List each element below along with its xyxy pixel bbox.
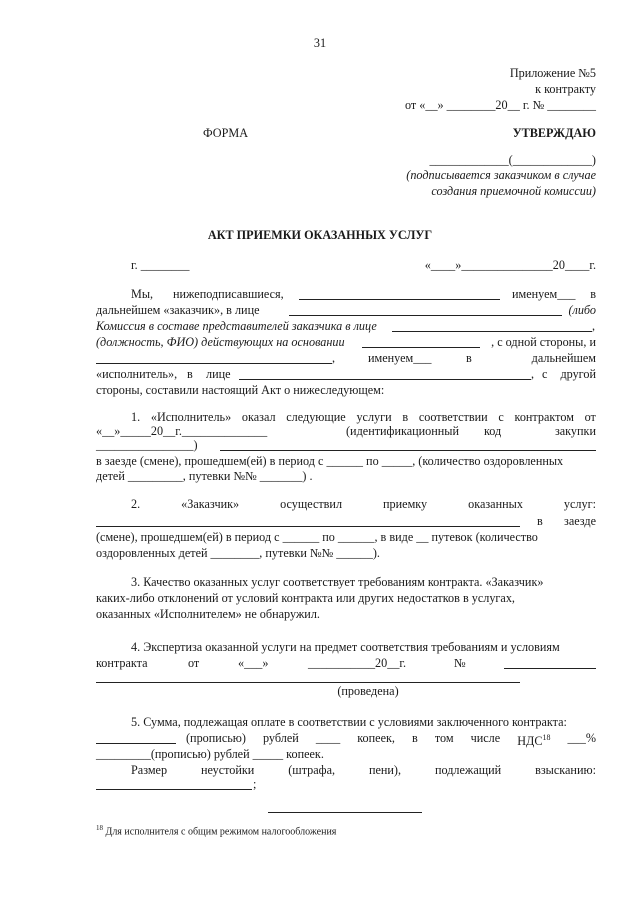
p1-period: в заезде (смене), прошедшем(ей) в период с ______ по _____, (количество оздоровленных [96, 454, 564, 468]
intro-in-2: в [466, 351, 472, 365]
p5-line-2: (прописью) рублей ____ копеек, в том числе НДС$^{18}$ ___% [186, 731, 596, 749]
intro-with: с [542, 367, 548, 381]
p3-line-2: каких-либо отклонений от условий контракта или других недостатков в услугах, [96, 591, 515, 605]
p5-semicolon: ; [253, 777, 257, 791]
blank-line [392, 331, 592, 332]
p1-contract-date: «__»_____20__г.______________ [96, 424, 268, 438]
intro-person: лице [206, 367, 231, 381]
p4-number-sign: № [454, 656, 466, 670]
intro-in: в [590, 287, 596, 301]
blank-line [96, 682, 520, 683]
intro-undersigned: нижеподписавшиеся, [173, 287, 284, 301]
blank-line [96, 526, 520, 527]
intro-basis: (должность, ФИО) действующих на основании [96, 335, 345, 349]
p2-children: оздоровленных детей ________, путевки №№ ______). [96, 546, 380, 560]
intro-in-3: в [187, 367, 193, 381]
footnote-separator [268, 812, 422, 813]
p1-children: детей _________, путевки №№ _______) . [96, 469, 313, 483]
blank-line [362, 347, 480, 348]
p3-line-3: оказанных «Исполнителем» не обнаружил. [96, 607, 320, 621]
blank-line [96, 789, 252, 790]
approve-note-1: (подписывается заказчиком в случае [406, 168, 596, 182]
blank-line [504, 668, 596, 669]
approve-note-2: создания приемочной комиссии) [431, 184, 596, 198]
intro-further: дальнейшем [531, 351, 596, 365]
intro-comma-2: , [531, 367, 535, 381]
intro-named: именуем___ [512, 287, 576, 301]
p4-day: «___» [238, 656, 269, 670]
blank-line [220, 450, 596, 451]
intro-compiled: стороны, составили настоящий Акт о нижеследующем: [96, 383, 385, 397]
contract-date-line: от «__» ________20__ г. № ________ [404, 98, 596, 112]
blank-line [299, 299, 500, 300]
footnote: $^{18}$ Для исполнителя с общим режимом налогообложения [96, 824, 337, 838]
p2-in: в [537, 514, 543, 528]
page-number: 31 [313, 36, 327, 50]
comma-mark: , [592, 319, 596, 333]
p2-line-1: 2. «Заказчик» осуществил приемку оказанных услуг: [131, 497, 596, 511]
p5-line-4: Размер неустойки (штрафа, пени), подлежащий взысканию: [131, 763, 596, 777]
intro-customer: дальнейшем «заказчик», в лице [96, 303, 260, 317]
intro-one-side: , с одной стороны, и [491, 335, 596, 349]
form-label: ФОРМА [203, 126, 248, 140]
intro-we: Мы, [131, 287, 154, 301]
blank-line [96, 743, 176, 744]
p5-line-3: _________(прописью) рублей _____ копеек. [96, 747, 324, 761]
act-date-line: «____»_______________20____г. [424, 258, 596, 272]
document-title: АКТ ПРИЕМКИ ОКАЗАННЫХ УСЛУГ [207, 228, 433, 242]
p4-line-1: 4. Экспертиза оказанной услуги на предмет соответствия требованиям и условиям [131, 640, 560, 654]
intro-comma: , [332, 351, 336, 365]
intro-other: другой [560, 367, 596, 381]
to-contract-label: к контракту [535, 82, 596, 96]
blank-line [239, 379, 531, 380]
p4-year: ___________20__г. [308, 656, 407, 670]
city-line: г. ________ [131, 258, 190, 272]
intro-named-2: именуем___ [368, 351, 432, 365]
p4-conducted: (проведена) [337, 684, 399, 698]
p2-session: заезде [564, 514, 596, 528]
p1-code-blank: ________________) [96, 438, 198, 452]
p1-procurement: закупки [554, 424, 596, 438]
p1-code: код [484, 424, 502, 438]
approve-signature-line: _____________(_____________) [429, 153, 596, 167]
blank-line [289, 315, 562, 316]
p4-contract: контракта [96, 656, 148, 670]
intro-commission: Комиссия в составе представителей заказчика в лице [96, 319, 377, 333]
approve-title: УТВЕРЖДАЮ [512, 126, 596, 140]
intro-executor: «исполнитель», [96, 367, 178, 381]
p1-line-1: 1. «Исполнитель» оказал следующие услуги в соответствии с контрактом от [131, 410, 596, 424]
p2-period: (смене), прошедшем(ей) в период с ______ по ______, в виде __ путевок (количество [96, 530, 538, 544]
intro-either: (либо [568, 303, 596, 317]
p1-identification: (идентификационный [346, 424, 460, 438]
annex-label: Приложение №5 [509, 66, 596, 80]
p5-line-1: 5. Сумма, подлежащая оплате в соответствии с условиями заключенного контракта: [131, 715, 567, 729]
p4-from: от [188, 656, 200, 670]
p3-line-1: 3. Качество оказанных услуг соответствует требованиям контракта. «Заказчик» [131, 575, 544, 589]
blank-line [96, 363, 332, 364]
